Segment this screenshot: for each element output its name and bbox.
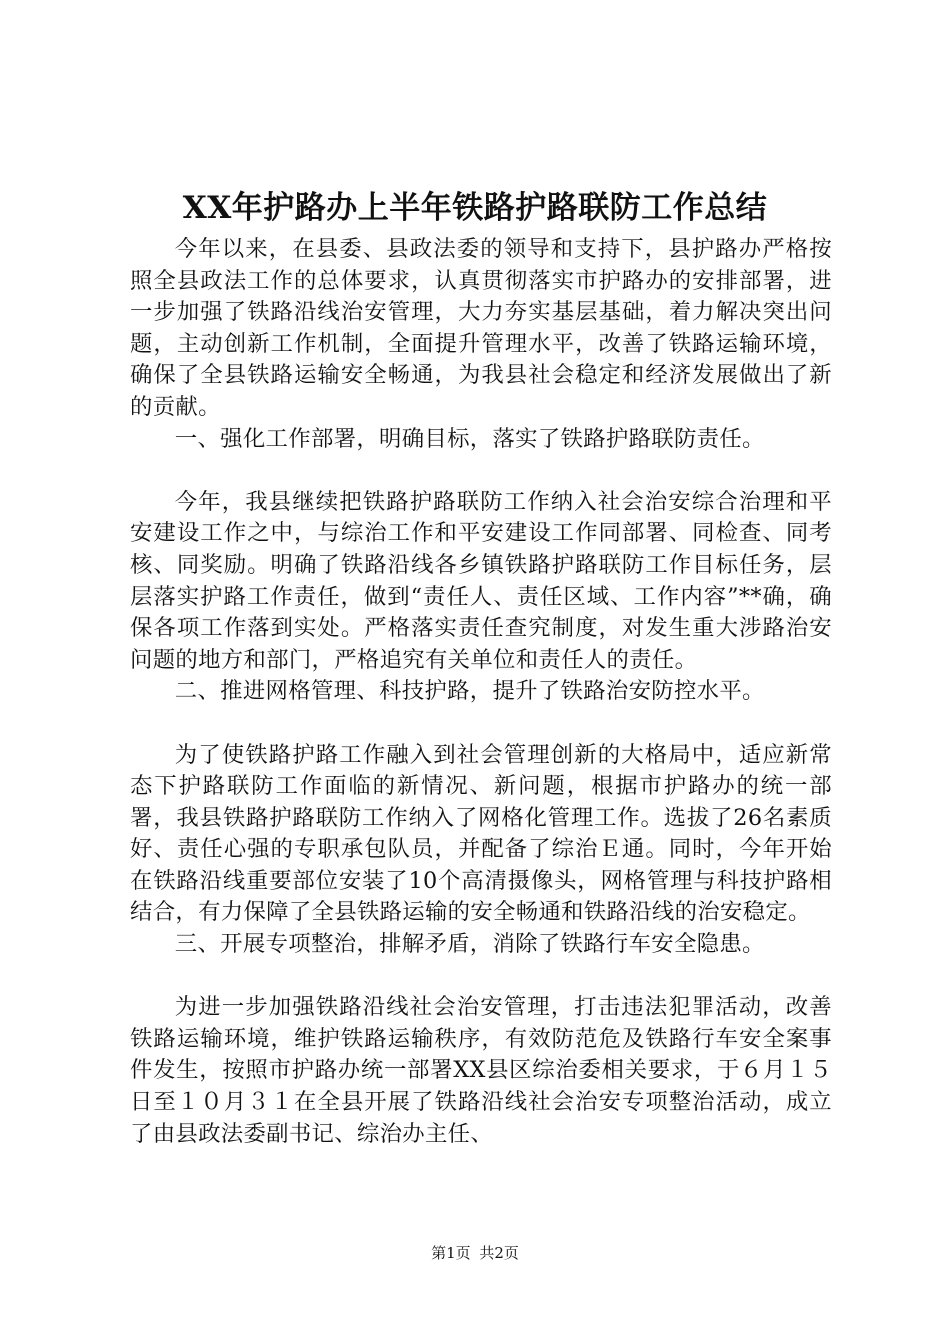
paragraph-section-1: 今年，我县继续把铁路护路联防工作纳入社会治安综合治理和平安建设工作之中，与综治工作和平安建设工作同部署、同检查、同考核、同奖励。明确了铁路沿线各乡镇铁路护路联防工作目标任务，层层落实护路工作责任，做到“责任人、责任区域、工作内容”**确，确保各项工作落到实处。严格落实责任查究制度，对发生重大涉路治安问题的地方和部门，严格追究有关单位和责任人的责任。 xyxy=(130,488,832,673)
section-heading-2: 二、推进网格管理、科技护路，提升了铁路治安防控水平。 xyxy=(174,678,765,705)
section-heading-1: 一、强化工作部署，明确目标，落实了铁路护路联防责任。 xyxy=(174,425,765,452)
page-total: 共2页 xyxy=(479,1244,519,1262)
document-title: XX年护路办上半年铁路护路联防工作总结 xyxy=(182,190,768,226)
paragraph-intro: 今年以来，在县委、县政法委的领导和支持下，县护路办严格按照全县政法工作的总体要求，认真贯彻落实市护路办的安排部署，进一步加强了铁路沿线治安管理，大力夯实基层基础，着力解决突出问题，主动创新工作机制，全面提升管理水平，改善了铁路运输环境，确保了全县铁路运输安全畅通，为我县社会稳定和经济发展做出了新的贡献。 xyxy=(130,236,832,420)
paragraph-section-3: 为进一步加强铁路沿线社会治安管理，打击违法犯罪活动，改善铁路运输环境，维护铁路运输秩序，有效防范危及铁路行车安全案事件发生，按照市护路办统一部署XX县区综治委相关要求，于６月１５日至１０月３１在全县开展了铁路沿线社会治安专项整治活动，成立了由县政法委副书记、综治办主任、 xyxy=(130,994,832,1147)
paragraph-section-2: 为了使铁路护路工作融入到社会管理创新的大格局中，适应新常态下护路联防工作面临的新情况、新问题，根据市护路办的统一部署，我县铁路护路联防工作纳入了网格化管理工作。选拔了26名素质好、责任心强的专职承包队员，并配备了综治Ｅ通。同时，今年开始在铁路沿线重要部位安装了10个高清摄像头，网格管理与科技护路相结合，有力保障了全县铁路运输的安全畅通和铁路沿线的治安稳定。 xyxy=(130,741,832,926)
page-footer xyxy=(0,1243,950,1263)
document-body xyxy=(130,234,832,1150)
section-heading-3: 三、开展专项整治，排解矛盾，消除了铁路行车安全隐患。 xyxy=(174,931,765,958)
page-number: 第1页 xyxy=(431,1244,471,1262)
